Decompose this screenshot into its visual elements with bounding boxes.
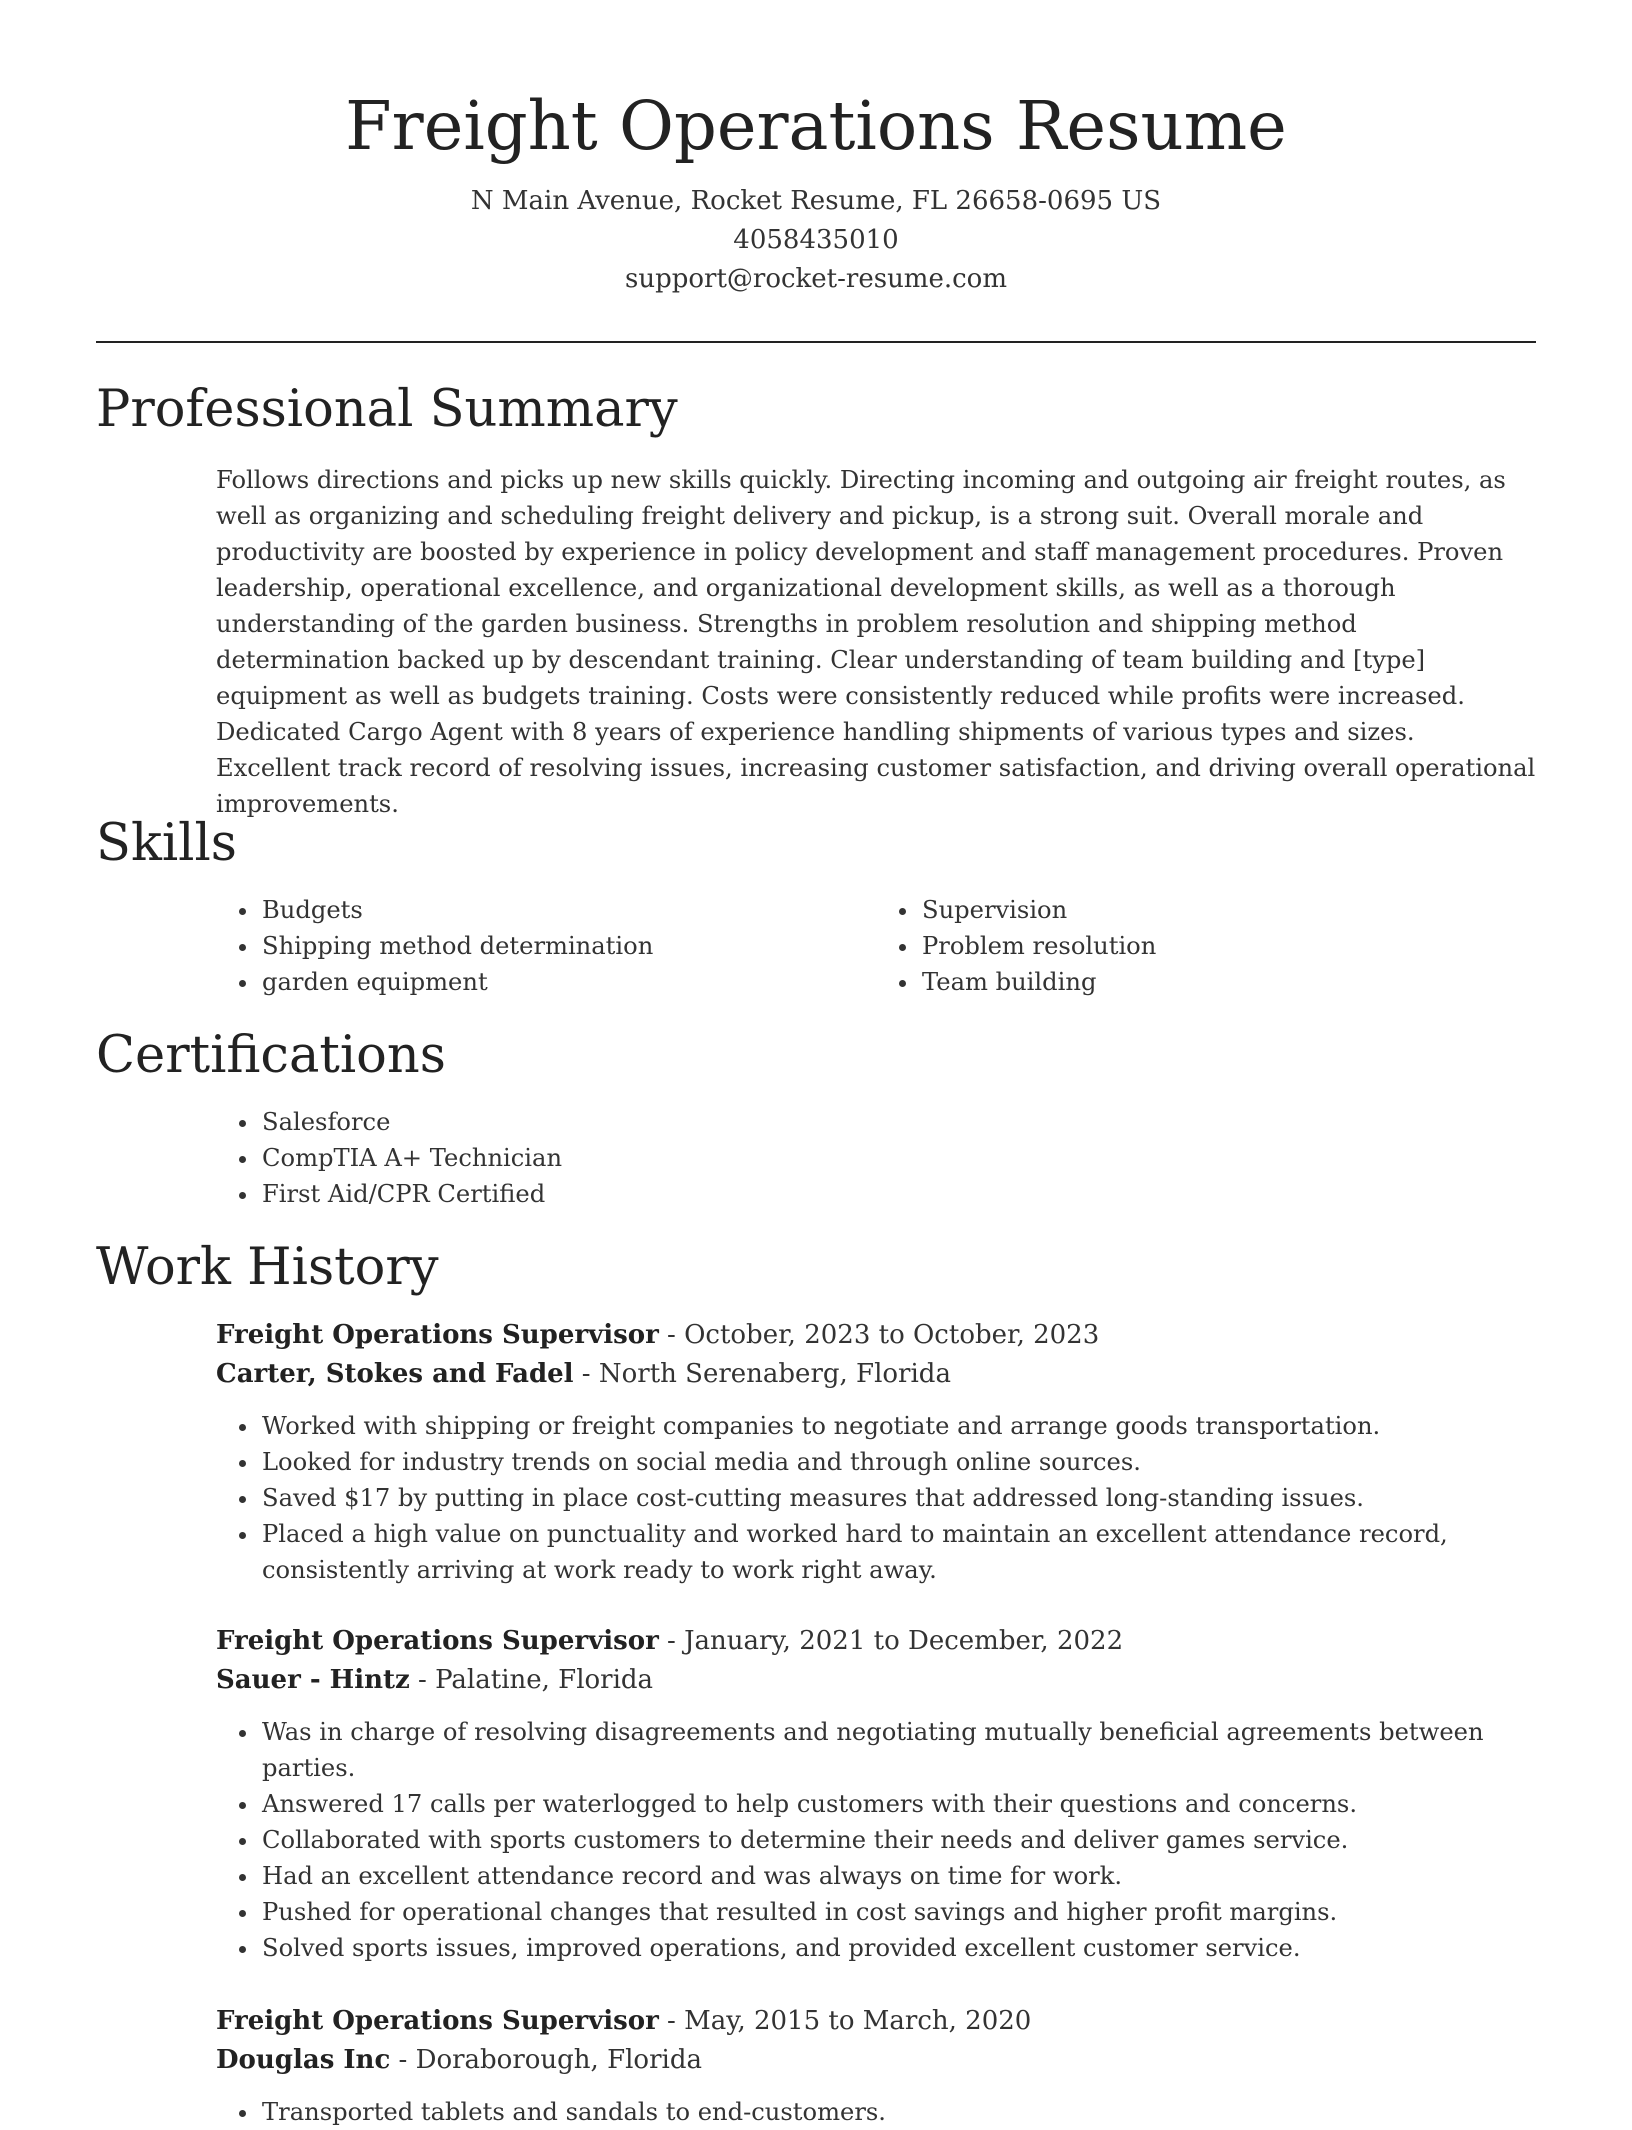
header-divider xyxy=(96,341,1536,343)
address: N Main Avenue, Rocket Resume, FL 26658-0695 US xyxy=(470,186,1162,216)
certification-item: • First Aid/CPR Certified xyxy=(260,1176,1536,1212)
job-dates: - October, 2023 to October, 2023 xyxy=(658,1320,1100,1350)
job-location: - North Serenaberg, Florida xyxy=(573,1359,951,1389)
contact-info xyxy=(0,182,1632,299)
phone: 4058435010 xyxy=(733,225,899,255)
job-company: Carter, Stokes and Fadel xyxy=(216,1359,574,1389)
resume-header xyxy=(0,0,1632,299)
job-location: - Palatine, Florida xyxy=(409,1665,654,1695)
job-bullet: • Collaborated with sports customers to determine their needs and deliver games service. xyxy=(260,1822,1536,1858)
job-company-line xyxy=(216,1661,1536,1700)
certifications-list xyxy=(216,1104,1536,1212)
resume-title: Freight Operations Resume xyxy=(345,87,1287,165)
job-bullets xyxy=(216,2094,1536,2130)
job-bullet: • Answered 17 calls per waterlogged to help customers with their questions and concerns. xyxy=(260,1786,1536,1822)
skills-list xyxy=(216,892,1536,1000)
job-title-line xyxy=(216,1622,1536,1661)
job-bullet: • Was in charge of resolving disagreements and negotiating mutually beneficial agreements between parties. xyxy=(260,1714,1536,1786)
skills-column-right xyxy=(876,892,1536,1000)
email: support@rocket-resume.com xyxy=(624,264,1007,294)
certifications-heading: Certifications xyxy=(96,1026,446,1085)
job-dates: - January, 2021 to December, 2022 xyxy=(658,1626,1124,1656)
job-bullets xyxy=(216,1714,1536,1966)
job-bullet: • Had an excellent attendance record and was always on time for work. xyxy=(260,1858,1536,1894)
skills-column-left xyxy=(216,892,876,1000)
job-bullet: • Pushed for operational changes that resulted in cost savings and higher profit margins. xyxy=(260,1894,1536,1930)
job-company-line xyxy=(216,2041,1536,2080)
summary-text: Follows directions and picks up new skills quickly. Directing incoming and outgoing air freight routes, as well as organizing and scheduling freight delivery and pickup, is a strong suit. Overall morale and productivity are boosted by experience in policy development and staff management procedures. Proven leadership, operational excellence, and organizational development skills, as well as a thorough understanding of the garden business. Strengths in problem resolution and shipping method determination backed up by descendant training. Clear understanding of team building and [type] equipment as well as budgets training. Costs were consistently reduced while profits were increased. Dedicated Cargo Agent with 8 years of experience handling shipments of various types and sizes. Excellent track record of resolving issues, increasing customer satisfaction, and driving overall operational improvements. xyxy=(216,466,1536,818)
skill-item: • Shipping method determination xyxy=(260,928,876,964)
job-bullet: • Placed a high value on punctuality and worked hard to maintain an excellent attendance record, consistently arriving at work ready to work right away. xyxy=(260,1516,1536,1588)
job-role: Freight Operations Supervisor xyxy=(216,1320,659,1350)
job-bullet: • Transported tablets and sandals to end-customers. xyxy=(260,2094,1536,2130)
job-dates: - May, 2015 to March, 2020 xyxy=(658,2006,1032,2036)
job-title-line xyxy=(216,1316,1536,1355)
skill-item: • Team building xyxy=(920,964,1536,1000)
skill-item: • garden equipment xyxy=(260,964,876,1000)
skill-item: • Problem resolution xyxy=(920,928,1536,964)
job-bullet: • Solved sports issues, improved operations, and provided excellent customer service. xyxy=(260,1930,1536,1966)
skills-heading: Skills xyxy=(96,814,237,873)
job-location: - Doraborough, Florida xyxy=(390,2045,702,2075)
job-entry xyxy=(216,1316,1536,1588)
work-history-heading: Work History xyxy=(96,1238,439,1297)
job-entry xyxy=(216,1622,1536,1966)
skill-item: • Budgets xyxy=(260,892,876,928)
job-bullet: • Saved $17 by putting in place cost-cutting measures that addressed long-standing issues. xyxy=(260,1480,1536,1516)
certification-item: • CompTIA A+ Technician xyxy=(260,1140,1536,1176)
job-bullets xyxy=(216,1408,1536,1588)
job-title-line xyxy=(216,2002,1536,2041)
skill-item: • Supervision xyxy=(920,892,1536,928)
job-bullet: • Looked for industry trends on social media and through online sources. xyxy=(260,1444,1536,1480)
job-role: Freight Operations Supervisor xyxy=(216,2006,659,2036)
certification-item: • Salesforce xyxy=(260,1104,1536,1140)
job-company: Douglas Inc xyxy=(216,2045,391,2075)
job-company-line xyxy=(216,1355,1536,1394)
summary-heading: Professional Summary xyxy=(96,380,678,439)
job-entry xyxy=(216,2002,1536,2130)
job-role: Freight Operations Supervisor xyxy=(216,1626,659,1656)
job-bullet: • Worked with shipping or freight companies to negotiate and arrange goods transportation. xyxy=(260,1408,1536,1444)
job-company: Sauer - Hintz xyxy=(216,1665,410,1695)
